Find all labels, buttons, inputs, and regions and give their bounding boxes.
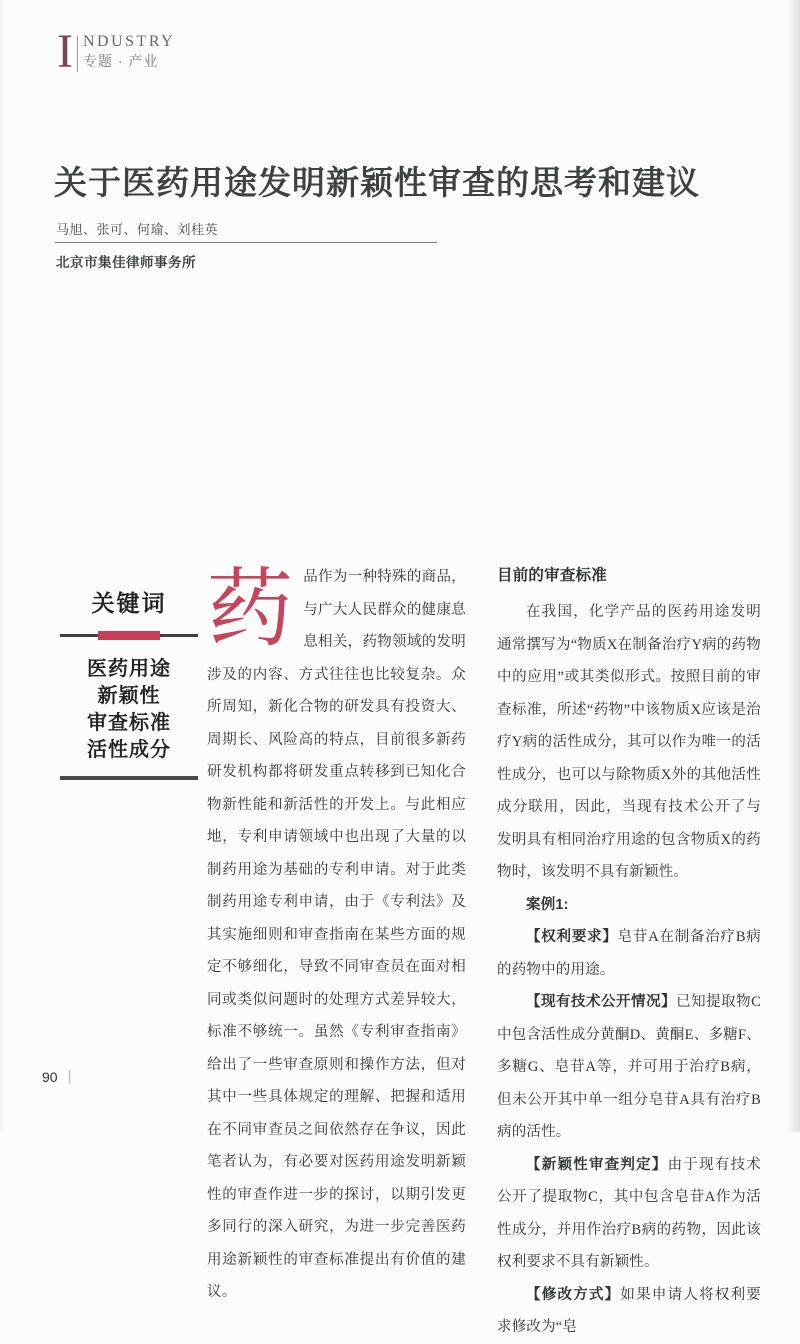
entry-label: 【修改方式】	[526, 1286, 621, 1303]
case-entry	[497, 1279, 761, 1344]
section-column	[497, 565, 761, 1344]
article-affiliation: 北京市集佳律师事务所	[56, 255, 196, 270]
case-label	[497, 889, 761, 922]
entry-label: 【新颖性审查判定】	[526, 1156, 668, 1173]
case-entry	[497, 1149, 761, 1279]
case-label-text: 案例1:	[526, 896, 569, 913]
masthead-word: NDUSTRY	[82, 33, 176, 50]
entry-text: 已知提取物C中包含活性成分黄酮D、黄酮E、多糖F、多糖G、皂苷A等，并可用于治疗B病，但未公开其中单一组分皂苷A具有治疗B病的活性。	[497, 994, 762, 1140]
case-entry	[497, 986, 761, 1149]
page-number-separator: |	[67, 1068, 72, 1085]
keyword-bottom-rule	[60, 776, 198, 780]
intro-text: 品作为一种特殊的商品，与广大人民群众的健康息息相关，药物领域的发明涉及的内容、方式往往也比较复杂。众所周知，新化合物的研发具有投资大、周期长、风险高的特点，目前很多新药研发机构都将研发重点转移到已知化合物新性能和新活性的开发上。与此相应地，专利申请领域中也出现了大量的以制药用途为基础的专利申请。对于此类制药用途专利申请，由于《专利法》及其实施细则和审查指南在某些方面的规定不够细化，导致不同审查员在面对相同或类似问题时的处理方式差异较大，标准不够统一。虽然《专利审查指南》给出了一些审查原则和操作方法，但对其中一些具体规定的理解、把握和适用在不同审查员之间依然存在争议，因此笔者认为，有必要对医药用途发明新颖性的审查作进一步的探讨，以期引发更多同行的深入研究，为进一步完善医药用途新颖性的审查标准提出有价值的建议。	[207, 569, 466, 1300]
masthead-divider	[77, 36, 78, 72]
section-heading: 目前的审查标准	[497, 567, 607, 584]
page-footer	[42, 1068, 71, 1085]
entry-text: 皂苷A在制备治疗B病的药物中的用途。	[497, 929, 761, 978]
keyword-divider-red-block	[98, 631, 160, 640]
entry-text: 由于现有技术公开了提取物C，其中包含皂苷A作为活性成分，并用作治疗B病的药物，因此该权利要求不具有新颖性。	[497, 1156, 761, 1270]
masthead-subtitle: 专题 · 产业	[82, 53, 159, 69]
author-divider-rule	[55, 242, 437, 243]
entry-label: 【权利要求】	[526, 929, 618, 945]
entry-text: 如果申请人将权利要求修改为“皂	[497, 1286, 761, 1335]
intro-column	[207, 561, 466, 1309]
keyword-item: 审查标准	[87, 712, 171, 734]
keyword-item: 医药用途	[87, 658, 171, 680]
dropcap-character: 药	[207, 561, 294, 657]
masthead	[57, 25, 176, 78]
article-authors: 马旭、张可、何瑜、刘桂英	[56, 222, 219, 237]
keyword-list	[60, 656, 198, 764]
section-paragraph: 在我国，化学产品的医药用途发明通常撰写为“物质X在制备治疗Y病的药物中的应用”或其类似形式。按照目前的审查标准，所述“药物”中该物质X应该是治疗Y病的活性成分，其可以作为唯一的活性成分，也可以与除物质X外的其他活性成分联用，因此，当现有技术公开了与发明具有相同治疗用途的包含物质X的药物时，该发明不具有新颖性。	[497, 604, 761, 880]
keyword-item: 新颖性	[97, 685, 161, 707]
scan-edge-shadow-right	[786, 0, 800, 1132]
article-title: 关于医药用途发明新颖性审查的思考和建议	[54, 164, 700, 202]
masthead-initial-letter: I	[57, 25, 73, 78]
case-entry	[497, 921, 761, 986]
masthead-text	[83, 30, 175, 71]
keyword-item: 活性成分	[87, 739, 171, 761]
keyword-divider	[60, 631, 198, 640]
entry-label: 【现有技术公开情况】	[526, 994, 677, 1010]
scan-edge-shadow-left	[0, 0, 6, 1132]
keyword-heading: 关键词	[91, 591, 167, 616]
keyword-box	[60, 585, 198, 780]
page-number: 90	[42, 1068, 58, 1085]
